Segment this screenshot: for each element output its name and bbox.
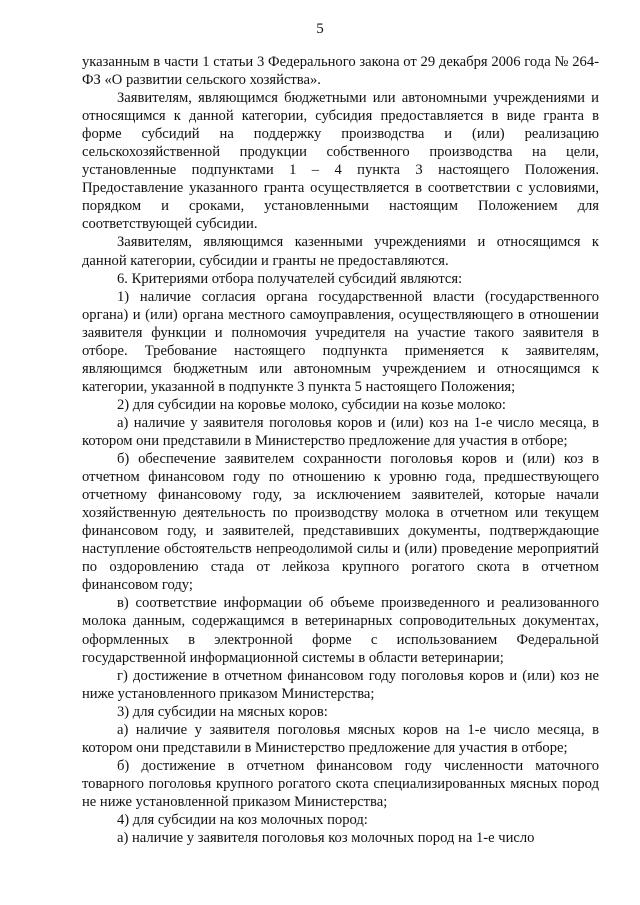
paragraph: а) наличие у заявителя поголовья мясных коров на 1-е число месяца, в котором они представили в Министерство предложение для участия в отборе; [82, 721, 599, 756]
paragraph: 6. Критериями отбора получателей субсидий являются: [117, 270, 463, 287]
paragraph: Заявителям, являющимся казенными учреждениями и относящимся к данной категории, субсидии и гранты не предоставляются. [82, 234, 599, 269]
paragraph: 3) для субсидии на мясных коров: [117, 703, 328, 720]
paragraph: 4) для субсидии на коз молочных пород: [117, 811, 368, 828]
paragraph: а) наличие у заявителя поголовья коров и (или) коз на 1-е число месяца, в котором они представили в Министерство предложение для участия в отборе; [82, 414, 599, 449]
paragraph: а) наличие у заявителя поголовья коз молочных пород на 1-е число [117, 830, 535, 847]
page-number: 5 [316, 21, 324, 37]
paragraph: б) достижение в отчетном финансовом году численности маточного товарного поголовья крупного рогатого скота специализированных мясных пород не ниже установленной приказом Министерства; [82, 757, 599, 810]
paragraph: 1) наличие согласия органа государственной власти (государственного органа) и (или) органа местного самоуправления, осуществляющего в отношении заявителя функции и полномочия учредителя на участие такого заявителя в отборе. Требование настоящего подпункта применяется к заявителям, являющимся бюджетным или автономным учреждением и относящимся к категории, указанной в подпункте 3 пункта 5 настоящего Положения; [82, 288, 599, 395]
paragraph: 2) для субсидии на коровье молоко, субсидии на козье молоко: [117, 396, 506, 413]
paragraph: г) достижение в отчетном финансовом году поголовья коров и (или) коз не ниже установленного приказом Министерства; [82, 667, 599, 702]
paragraph: б) обеспечение заявителем сохранности поголовья коров и (или) коз в отчетном финансовом году по отношению к уровню года, предшествующего отчетному финансовому году, за исключением заявителей, которые начали хозяйственную деятельность по производству молока в отчетном или текущем финансовом году, и заявителей, представивших документы, подтверждающие наступление обстоятельств непреодолимой силы и (или) проведение мероприятий по оздоровлению стада от лейкоза крупного рогатого скота в отчетном финансовом году; [82, 451, 599, 594]
document-body [82, 53, 599, 847]
paragraph: указанным в части 1 статьи 3 Федерального закона от 29 декабря 2006 года № 264-ФЗ «О развитии сельского хозяйства». [82, 54, 599, 89]
paragraph: Заявителям, являющимся бюджетными или автономными учреждениями и относящимся к данной категории, субсидия предоставляется в виде гранта в форме субсидий на поддержку производства и (или) реализацию сельскохозяйственной продукции собственного производства на цели, установленные подпунктами 1 – 4 пункта 3 настоящего Положения. Предоставление указанного гранта осуществляется в соответствии с условиями, порядком и сроками, установленными настоящим Положением для соответствующей субсидии. [82, 90, 599, 233]
paragraph: в) соответствие информации об объеме произведенного и реализованного молока данным, содержащимся в ветеринарных сопроводительных документах, оформленных в электронной форме с использованием Федеральной государственной информационной системы в области ветеринарии; [82, 595, 599, 666]
